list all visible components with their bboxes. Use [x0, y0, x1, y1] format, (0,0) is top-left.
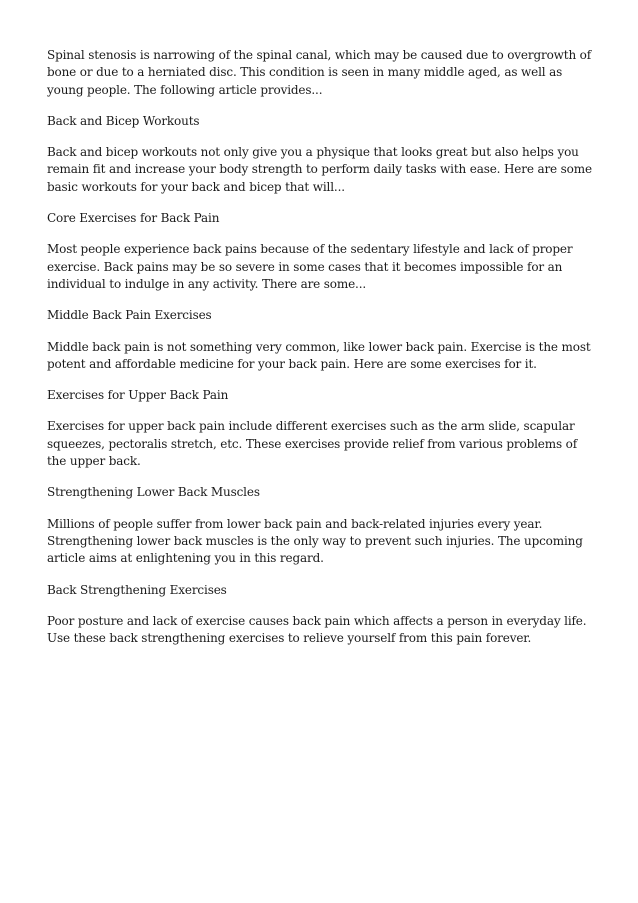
section-title-core-exercises-for-back-pain[interactable]: Core Exercises for Back Pain [47, 211, 220, 226]
section-title-middle-back-pain-exercises[interactable]: Middle Back Pain Exercises [47, 308, 212, 323]
section-body-strengthening-lower-back-muscles: Millions of people suffer from lower back pain and back-related injuries every year. Strengthening lower back muscles is the only way to prevent such injuries. The upcoming article aims at enlightening you in this regard. [47, 516, 583, 566]
section-body-back-and-bicep-workouts: Back and bicep workouts not only give you a physique that looks great but also helps you remain fit and increase your body strength to perform daily tasks with ease. Here are some basic workouts for your back and bicep that will... [47, 145, 592, 194]
intro-paragraph: Spinal stenosis is narrowing of the spinal canal, which may be caused due to overgrowth of bone or due to a herniated disc. This condition is seen in many middle aged, as well as young people. The following article provides... [47, 48, 592, 97]
section-title-strengthening-lower-back-muscles[interactable]: Strengthening Lower Back Muscles [47, 485, 260, 500]
section-body-core-exercises-for-back-pain: Most people experience back pains because of the sedentary lifestyle and lack of proper exercise. Back pains may be so severe in some cases that it becomes impossible for an individual to indulge in any activity. There are some... [47, 242, 573, 291]
section-body-exercises-for-upper-back-pain: Exercises for upper back pain include different exercises such as the arm slide, scapular squeezes, pectoralis stretch, etc. These exercises provide relief from various problems of the upper back. [47, 419, 578, 469]
section-title-back-and-bicep-workouts[interactable]: Back and Bicep Workouts [47, 113, 200, 128]
section-body-middle-back-pain-exercises: Middle back pain is not something very common, like lower back pain. Exercise is the most potent and affordable medicine for your back pain. Here are some exercises for it. [47, 339, 591, 371]
section-title-back-strengthening-exercises[interactable]: Back Strengthening Exercises [47, 582, 227, 597]
document-page [47, 47, 597, 661]
section-body-back-strengthening-exercises: Poor posture and lack of exercise causes back pain which affects a person in everyday life. Use these back strengthening exercises to relieve yourself from this pain forever. [47, 613, 587, 646]
section-title-exercises-for-upper-back-pain[interactable]: Exercises for Upper Back Pain [47, 388, 229, 403]
